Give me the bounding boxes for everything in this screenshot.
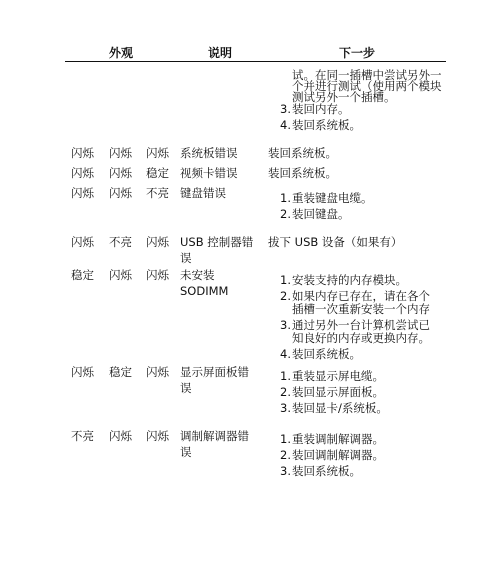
list-item: 3. 装回系统板。 [280, 464, 361, 478]
list-item: 4. 装回系统板。 [280, 347, 361, 361]
description: 系统板错误 [180, 146, 238, 160]
list-item: 3. 装回显卡/系统板。 [280, 401, 388, 415]
list-item: 3. 通过另外一台计算机尝试已知良好的内存或更换内存。 [280, 318, 430, 345]
light-3: 闪烁 [146, 146, 169, 160]
light-1: 不亮 [71, 429, 94, 443]
continued-text: 试。在同一插槽中尝试另外一个并进行测试（使用两个模块测试另外一个插槽。 [292, 68, 442, 104]
light-1: 闪烁 [71, 235, 94, 249]
light-3: 闪烁 [146, 268, 169, 282]
light-2: 闪烁 [109, 146, 132, 160]
description: 未安装 SODIMM [180, 268, 229, 298]
light-1: 闪烁 [71, 186, 94, 200]
light-3: 闪烁 [146, 365, 169, 379]
list-item: 2. 装回显示屏面板。 [280, 385, 384, 399]
next-steps [280, 274, 440, 361]
light-2: 不亮 [109, 235, 132, 249]
continued-steps [280, 103, 440, 132]
description: 键盘错误 [180, 186, 226, 200]
description: USB 控制器错误 [180, 235, 254, 265]
next-step: 拔下 USB 设备（如果有） [268, 235, 403, 249]
list-item: 1. 安装支持的内存模块。 [280, 273, 407, 287]
description: 视频卡错误 [180, 166, 238, 180]
light-1: 闪烁 [71, 365, 94, 379]
next-steps [280, 192, 440, 221]
light-2: 闪烁 [109, 166, 132, 180]
light-1: 闪烁 [71, 146, 94, 160]
light-3: 闪烁 [146, 235, 169, 249]
light-1: 稳定 [71, 268, 94, 282]
description: 调制解调器错误 [180, 429, 249, 459]
light-1: 闪烁 [71, 166, 94, 180]
list-item: 3. 装回内存。 [280, 102, 350, 116]
next-steps [280, 433, 440, 478]
next-step: 装回系统板。 [268, 166, 337, 180]
header-rule [65, 61, 446, 62]
list-item: 2. 装回调制解调器。 [280, 448, 384, 462]
light-3: 闪烁 [146, 429, 169, 443]
light-3: 稳定 [146, 166, 169, 180]
light-2: 闪烁 [109, 429, 132, 443]
next-step: 装回系统板。 [268, 146, 337, 160]
light-2: 稳定 [109, 365, 132, 379]
header-next-step: 下一步 [339, 46, 376, 60]
list-item: 1. 重装显示屏电缆。 [280, 369, 384, 383]
light-2: 闪烁 [109, 186, 132, 200]
light-3: 不亮 [146, 186, 169, 200]
list-item: 1. 重装键盘电缆。 [280, 191, 373, 205]
list-item: 1. 重装调制解调器。 [280, 432, 384, 446]
list-item: 2. 装回键盘。 [280, 207, 350, 221]
list-item: 4. 装回系统板。 [280, 118, 361, 132]
list-item: 2. 如果内存已存在，请在各个插槽一次重新安装一个内存 [280, 289, 430, 316]
light-2: 闪烁 [109, 268, 132, 282]
header-description: 说明 [208, 46, 233, 60]
next-steps [280, 370, 440, 415]
description: 显示屏面板错误 [180, 365, 249, 395]
header-look: 外观 [109, 46, 134, 60]
